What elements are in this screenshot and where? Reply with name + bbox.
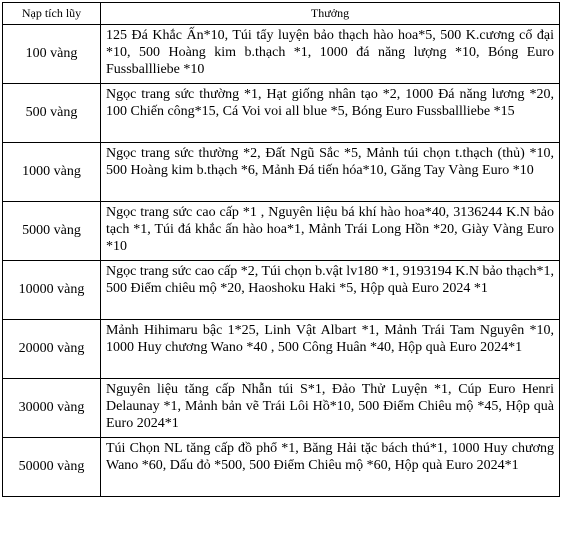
reward-list: Ngọc trang sức cao cấp *2, Túi chọn b.vật lv180 *1, 9193194 K.N bảo thạch*1, 500 Điểm chiêu mộ *20, Haoshoku Haki *5, Hộp quà Euro 2024 *1 bbox=[101, 261, 560, 320]
header-reward: Thưởng bbox=[101, 3, 560, 25]
reward-list: Ngọc trang sức thường *2, Đất Ngũ Sắc *5, Mảnh túi chọn t.thạch (thủ) *10, 500 Hoàng kim b.thạch *6, Mảnh Đá tiến hóa*10, Găng Tay Vàng Euro *10 bbox=[101, 143, 560, 202]
deposit-amount: 30000 vàng bbox=[3, 379, 101, 438]
table-row bbox=[3, 25, 560, 84]
deposit-amount: 20000 vàng bbox=[3, 320, 101, 379]
table-row bbox=[3, 379, 560, 438]
header-deposit: Nạp tích lũy bbox=[3, 3, 101, 25]
deposit-amount: 1000 vàng bbox=[3, 143, 101, 202]
reward-list: Ngọc trang sức cao cấp *1 , Nguyên liệu bá khí hào hoa*40, 3136244 K.N bảo tạch *1, Túi đá khắc ấn hào hoa*1, Mảnh Trái Long Hồn *20, Giày Vàng Euro *10 bbox=[101, 202, 560, 261]
table-row bbox=[3, 202, 560, 261]
deposit-amount: 50000 vàng bbox=[3, 438, 101, 497]
reward-list: Ngọc trang sức thường *1, Hạt giống nhân tạo *2, 1000 Đá năng lương *20, 100 Chiến công*15, Cá Voi voi all blue *5, Bóng Euro Fussballliebe *15 bbox=[101, 84, 560, 143]
table-header bbox=[3, 3, 560, 25]
deposit-amount: 10000 vàng bbox=[3, 261, 101, 320]
table-body bbox=[3, 25, 560, 497]
reward-list: 125 Đá Khắc Ấn*10, Túi tẩy luyện bảo thạch hào hoa*5, 500 K.cương cổ đại *10, 500 Hoàng kim b.thạch *1, 1000 đá năng lượng *10, Bóng Euro Fussballliebe *10 bbox=[101, 25, 560, 84]
header-row bbox=[3, 3, 560, 25]
table-row bbox=[3, 320, 560, 379]
deposit-amount: 500 vàng bbox=[3, 84, 101, 143]
table-row bbox=[3, 84, 560, 143]
table-row bbox=[3, 438, 560, 497]
reward-list: Túi Chọn NL tăng cấp đồ phổ *1, Băng Hải tặc bách thú*1, 1000 Huy chương Wano *60, Dấu đỏ *500, 500 Điểm Chiêu mộ *60, Hộp quà Euro 2024*1 bbox=[101, 438, 560, 497]
reward-list: Nguyên liệu tăng cấp Nhẫn túi S*1, Đảo Thử Luyện *1, Cúp Euro Henri Delaunay *1, Mảnh bản vẽ Trái Lôi Hồ*10, 500 Điểm Chiêu mộ *45, Hộp quà Euro 2024*1 bbox=[101, 379, 560, 438]
deposit-amount: 5000 vàng bbox=[3, 202, 101, 261]
table-row bbox=[3, 261, 560, 320]
deposit-amount: 100 vàng bbox=[3, 25, 101, 84]
reward-table bbox=[2, 2, 560, 497]
table-row bbox=[3, 143, 560, 202]
reward-list: Mảnh Hihimaru bậc 1*25, Linh Vật Albart *1, Mảnh Trái Tam Nguyên *10, 1000 Huy chương Wano *40 , 500 Công Huân *40, Hộp quà Euro 2024*1 bbox=[101, 320, 560, 379]
